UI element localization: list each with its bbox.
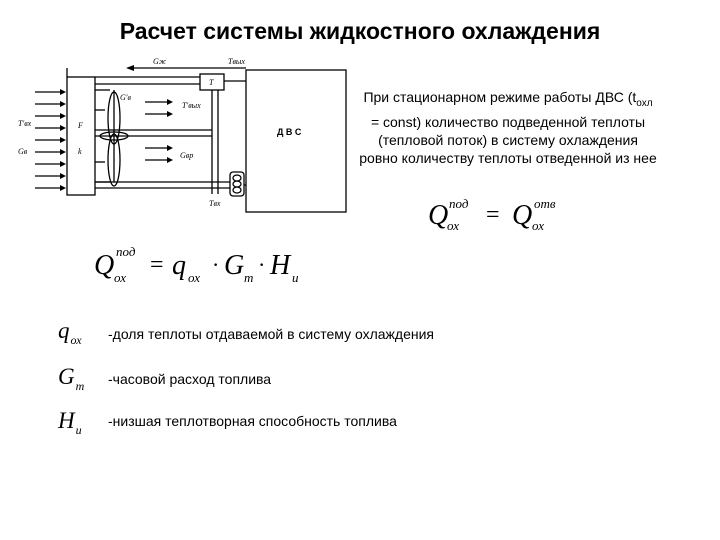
legend-text-q: -доля теплоты отдаваемой в систему охлаждения: [108, 326, 434, 342]
label-engine: Д В С: [277, 127, 302, 137]
label-top-temp: Tвых: [228, 57, 245, 66]
label-top-flow: Gж: [153, 57, 167, 66]
legend-text-H: -низшая теплотворная способность топлива: [108, 413, 397, 429]
fan-icon: [100, 90, 128, 186]
cooling-system-diagram: [0, 50, 360, 220]
label-air-flow: Gв: [18, 147, 28, 156]
label-air-in-temp: T′вх: [18, 119, 32, 128]
air-outlet-arrows: [145, 102, 170, 160]
label-inlet-temp: Tвх: [209, 199, 221, 208]
legend-symbol-H: $H_и$: [58, 408, 82, 437]
label-thermostat: T: [209, 78, 214, 87]
air-inlet-arrows: [35, 92, 64, 188]
formula-main: Q под ох = q ох · G т · H и: [94, 244, 299, 285]
radiator: [67, 77, 95, 195]
legend-symbol-G: $G_т$: [58, 364, 85, 393]
label-radiator-F: F: [78, 121, 83, 130]
slide-title: Расчет системы жидкостного охлаждения: [119, 18, 601, 44]
label-air-out-flow: Gвр: [180, 151, 194, 160]
label-radiator-k: k: [78, 147, 82, 156]
label-air-out-temp: T′вых: [182, 101, 201, 110]
engine-block: [246, 70, 346, 212]
description-paragraph: При стационарном режиме работы ДВС ($t_{охл}$ = const) количество подведенной теплоты (тепловой поток) в систему охлаждения ровно количеству теплоты отведенной из нее: [359, 89, 657, 166]
label-fan-flow: G′в: [120, 93, 131, 102]
legend-symbol-q: $q_{ох}$: [58, 318, 82, 347]
formula-balance: Q под ох = Q отв ох: [428, 196, 556, 233]
legend-text-G: -часовой расход топлива: [108, 371, 272, 387]
